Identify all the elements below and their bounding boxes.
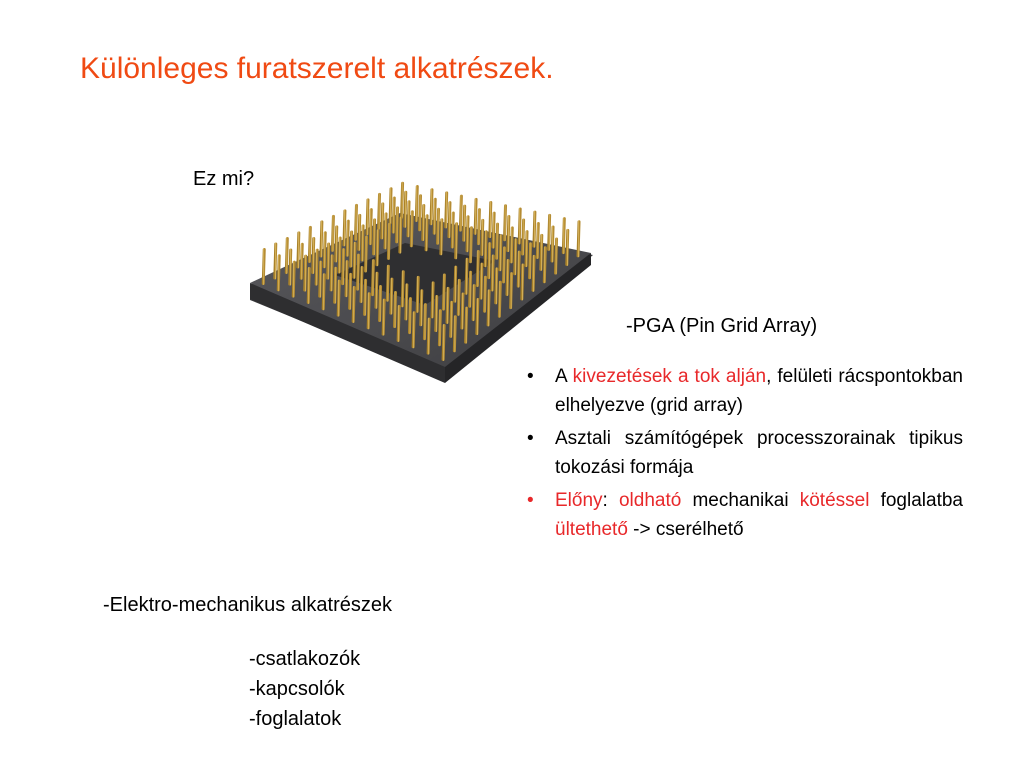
chip-pin [402,183,403,217]
chip-pin [541,235,542,269]
chip-pin [482,220,483,254]
chip-pin [500,236,501,270]
chip-pin [467,217,468,251]
chip-pin [336,227,337,261]
chip-pin [376,273,377,307]
chip-pin [485,232,486,266]
bullet-item [527,362,963,420]
bullet-text: -> cserélhető [627,519,744,540]
chip-pin [413,313,414,347]
chip-pin [511,274,512,308]
chip-pin [387,266,388,300]
chip-pin [438,209,439,243]
chip-pin [439,311,440,345]
bullet-list [527,362,963,548]
chip-pin [470,228,471,262]
chip-pin [556,239,557,273]
bullet-text: mechanikai [681,490,800,511]
chip-pin [332,216,333,250]
sub-list [249,644,360,734]
chip-pin [552,227,553,261]
chip-pin [567,230,568,264]
chip-pin [301,244,302,278]
bullet-text: , felületi rácspontokban elhelyezve (grid array) [555,366,963,416]
chip-pin [380,286,381,320]
chip-pin [452,213,453,247]
chip-pin [519,209,520,243]
chip-pin [417,277,418,311]
chip-pin [578,222,579,256]
chip-pin [298,233,299,267]
chip-pin [409,299,410,333]
chip-pin [563,219,564,253]
chip-pin [549,215,550,249]
bullet-text: : [602,490,619,511]
chip-pin [402,272,403,306]
bullet-text: A [555,366,573,387]
chip-pin [286,238,287,272]
chip-pin [367,200,368,234]
chip-pin [493,213,494,247]
bullet-highlight: Előny [555,490,603,511]
chip-pin [374,220,375,254]
bullet-highlight: ültethető [555,519,628,540]
chip-pin [426,216,427,250]
chip-pin [462,294,463,328]
chip-pin [351,232,352,266]
chip-pin [460,196,461,230]
chip-pin [320,262,321,296]
chip-pin [449,203,450,237]
sub-list-item: -foglalatok [249,708,342,730]
question-text: Ez mi? [193,168,255,190]
chip-pin [432,283,433,317]
bullet-item [527,424,963,482]
chip-pin [293,262,294,296]
bullet-highlight: kivezetések a tok alján [572,366,767,387]
section-heading: -Elektro-mechanikus alkatrészek [103,594,392,616]
chip-pin [526,232,527,266]
chip-pin [263,249,264,283]
chip-pin [361,267,362,301]
chip-pin [395,293,396,327]
chip-pin [477,251,478,285]
chip-pin [496,269,497,303]
chip-pin [323,275,324,309]
chip-pin [434,199,435,233]
chip-pin [393,198,394,232]
chip-pin [359,215,360,249]
chip-pin [343,250,344,284]
chip-pin [308,268,309,302]
chip-pin [490,203,491,237]
chip-pin [503,248,504,282]
chip-pin [278,256,279,290]
chip-pin [321,222,322,256]
chip-pin [508,217,509,251]
bullet-dot: • [527,366,534,387]
chip-pin [353,287,354,321]
chip-pin [499,282,500,316]
chip-pin [446,193,447,227]
chip-pin [455,267,456,301]
sub-list-item: -kapcsolók [249,678,345,700]
chip-pin [382,204,383,238]
chip-pin [324,233,325,267]
bullet-text: foglalatba [869,490,963,511]
bullet-highlight: kötéssel [799,490,870,511]
chip-pin [497,224,498,258]
chip-pin [275,244,276,278]
chip-pin [443,275,444,309]
chip-pin [328,244,329,278]
chip-pin [400,218,401,252]
chip-pin [385,214,386,248]
chip-pin [464,206,465,240]
chip-pin [537,223,538,257]
bullet-dot: • [527,428,534,449]
chip-pin [290,250,291,284]
bullet-dot: • [527,490,534,511]
chip-pin [339,238,340,272]
chip-pin [355,205,356,239]
pga-label: -PGA (Pin Grid Array) [626,315,818,337]
chip-pin [397,208,398,242]
chip-pin [383,300,384,334]
chip-pin [511,228,512,262]
chip-pin [350,274,351,308]
chip-pin [443,325,444,359]
pga-chip-image [245,175,595,390]
chip-pin [368,294,369,328]
bullet-item [527,486,963,544]
chip-pin [347,221,348,255]
chip-pin [466,259,467,293]
chip-pin [441,220,442,254]
chip-pin [358,255,359,289]
chip-pin [489,244,490,278]
chip-pin [313,238,314,272]
chip-pin [534,212,535,246]
chip-pin [454,317,455,351]
chip-pin [377,231,378,265]
chip-pin [522,265,523,299]
chip-pin [477,300,478,334]
chip-pin [344,211,345,245]
chip-pin [492,256,493,290]
chip-pin [428,319,429,353]
chip-pin [488,291,489,325]
chip-pin [366,237,367,271]
chip-pin [421,291,422,325]
chip-pin [530,244,531,278]
chip-pin [470,272,471,306]
chip-pin [391,279,392,313]
chip-pin [362,226,363,260]
sub-list-item: -csatlakozók [249,648,361,670]
chip-pin [518,252,519,286]
chip-pin [451,302,452,336]
chip-pin [507,260,508,294]
chip-pin [411,212,412,246]
chip-pin [456,224,457,258]
chip-pin [484,277,485,311]
chip-pin [423,206,424,240]
chip-pin [466,308,467,342]
chip-pin [335,268,336,302]
chip-pin [505,206,506,240]
chip-pin [390,189,391,223]
bullet-highlight: oldható [618,490,682,511]
chip-pin [436,297,437,331]
chip-pin [523,220,524,254]
chip-pin [365,280,366,314]
chip-pin [473,286,474,320]
chip-pin [370,210,371,244]
chip-pin [338,281,339,315]
chip-pin [416,187,417,221]
chip-pin [405,192,406,226]
chip-pin [379,194,380,228]
chip-pin [424,305,425,339]
chip-pin [388,224,389,258]
chip-pin [316,250,317,284]
chip-pin [408,202,409,236]
chip-pin [309,227,310,261]
chip-pin [481,264,482,298]
chip-pin [475,199,476,233]
chip-pin [346,262,347,296]
bullet-text: Asztali számítógépek processzorainak tipikus tokozási formája [555,428,963,478]
chip-pin [305,256,306,290]
slide-title: Különleges furatszerelt alkatrészek. [80,52,554,85]
chip-pin [458,280,459,314]
chip-pin [478,210,479,244]
chip-pin [515,240,516,274]
chip-pin [331,256,332,290]
chip-pin [354,243,355,277]
chip-pin [431,190,432,224]
chip-pin [544,248,545,282]
chip-pin [372,261,373,295]
chip-pin [406,285,407,319]
chip-pin [533,256,534,290]
chip-pin [420,196,421,230]
chip-pin [398,306,399,340]
chip-pin [447,288,448,322]
